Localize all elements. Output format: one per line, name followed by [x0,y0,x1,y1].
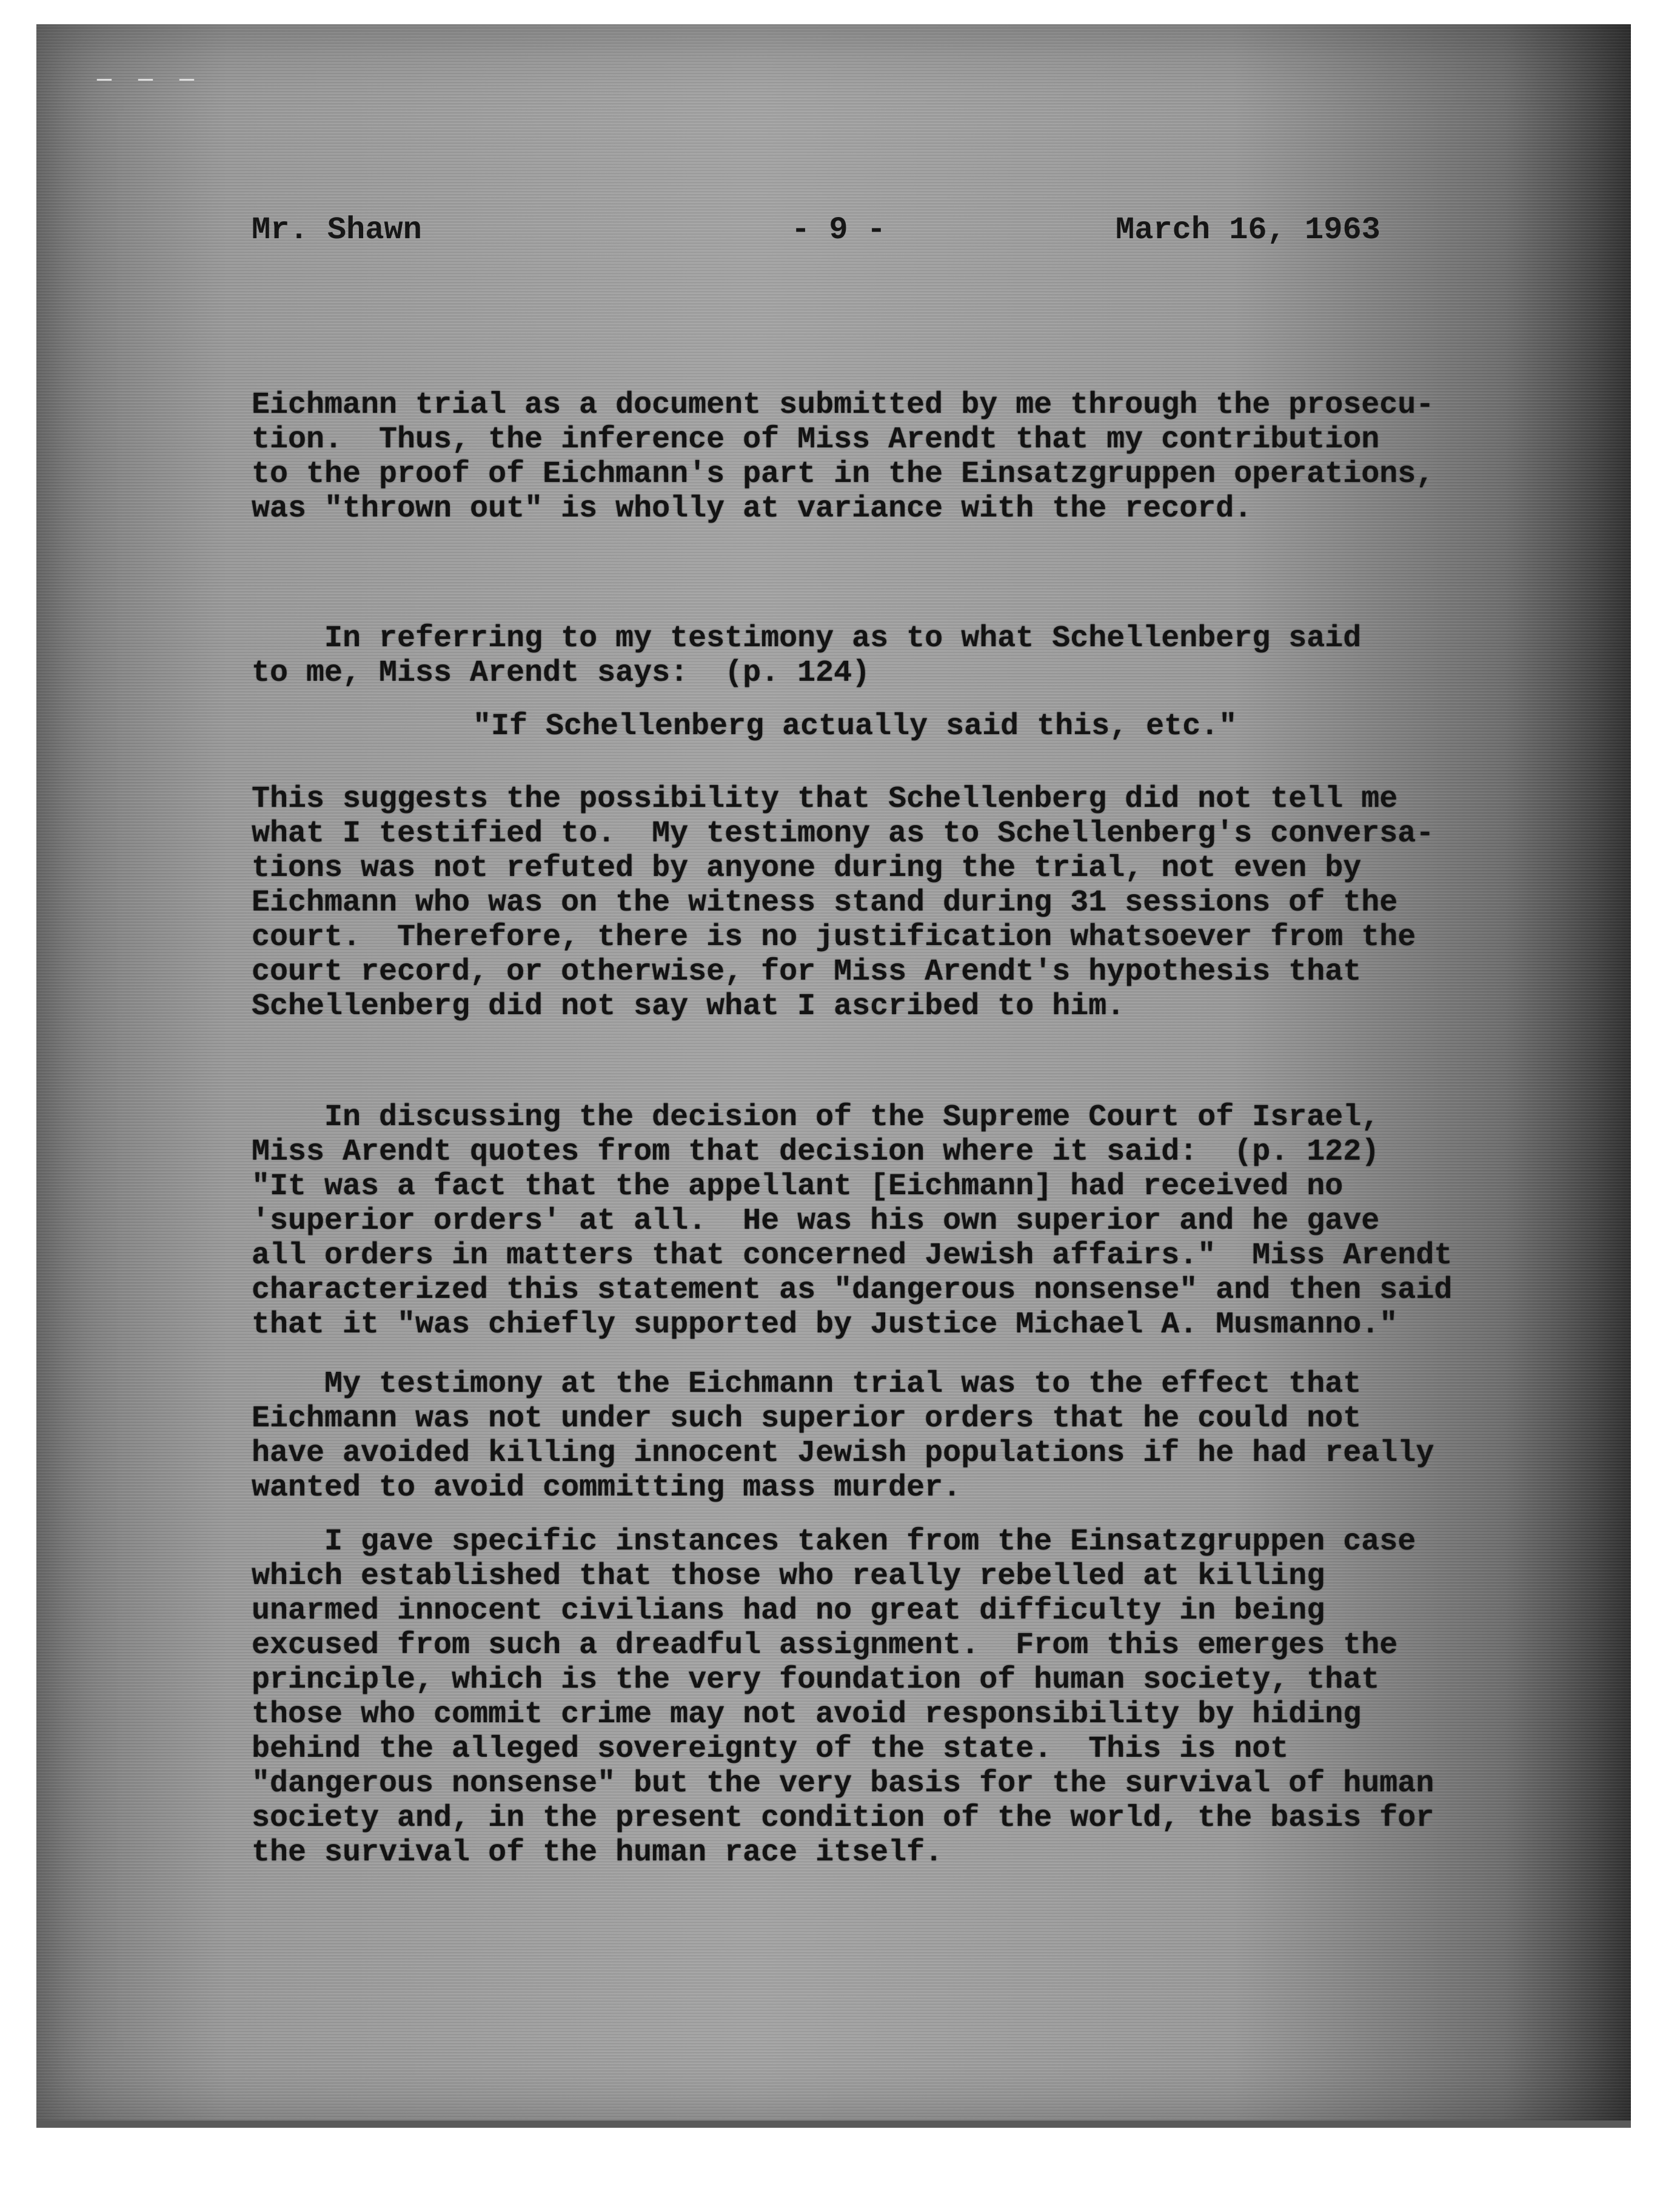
corner-mark: — — — [97,67,201,94]
paragraph-supreme-court: In discussing the decision of the Supreme Court of Israel, Miss Arendt quotes from that decision where it said: (p. 122) "It was a fact that the appellant [Eichmann] had received no 'superior orders' at all. He was his own superior and he gave all orders in matters that concerned Jewish affairs." Miss Arendt characterized this statement as "dangerous nonsense" and then said that it "was chiefly supported by Justice Michael A. Musmanno." [252,1100,1453,1342]
photocopied-page [36,24,1631,2128]
paragraph-einsatzgruppen-instances: I gave specific instances taken from the Einsatzgruppen case which established that those who really rebelled at killing unarmed innocent civilians had no great difficulty in being excused from such a dreadful assignment. From this emerges the principle, which is the very foundation of human society, that those who commit crime may not avoid responsibility by hiding behind the alleged sovereignty of the state. This is not "dangerous nonsense" but the very basis for the survival of human society and, in the present condition of the world, the basis for the survival of the human race itself. [252,1525,1434,1870]
quoted-line-schellenberg: "If Schellenberg actually said this, etc." [473,709,1237,744]
paragraph-superior-orders: My testimony at the Eichmann trial was to the effect that Eichmann was not under such superior orders that he could not have avoided killing innocent Jewish populations if he had really wanted to avoid committing mass murder. [252,1367,1434,1505]
header-page-number: - 9 - [791,212,886,248]
header-date: March 16, 1963 [1116,212,1380,248]
header-addressee: Mr. Shawn [252,212,422,248]
bottom-edge [36,2120,1631,2128]
letter-header [36,212,1631,267]
paragraph-schellenberg-testimony: This suggests the possibility that Schellenberg did not tell me what I testified to. My testimony as to Schellenberg's conversa- tions was not refuted by anyone during the trial, not even by Eichmann who was on the witness stand during 31 sessions of the court. Therefore, there is no justification whatsoever from the court record, or otherwise, for Miss Arendt's hypothesis that Schellenberg did not say what I ascribed to him. [252,782,1434,1024]
paragraph-schellenberg-intro: In referring to my testimony as to what Schellenberg said to me, Miss Arendt says: (p. 124) [252,621,1362,690]
paragraph-record-variance: Eichmann trial as a document submitted by me through the prosecu- tion. Thus, the inference of Miss Arendt that my contribution to the proof of Eichmann's part in the Einsatzgruppen operations, was "thrown out" is wholly at variance with the record. [252,388,1434,526]
